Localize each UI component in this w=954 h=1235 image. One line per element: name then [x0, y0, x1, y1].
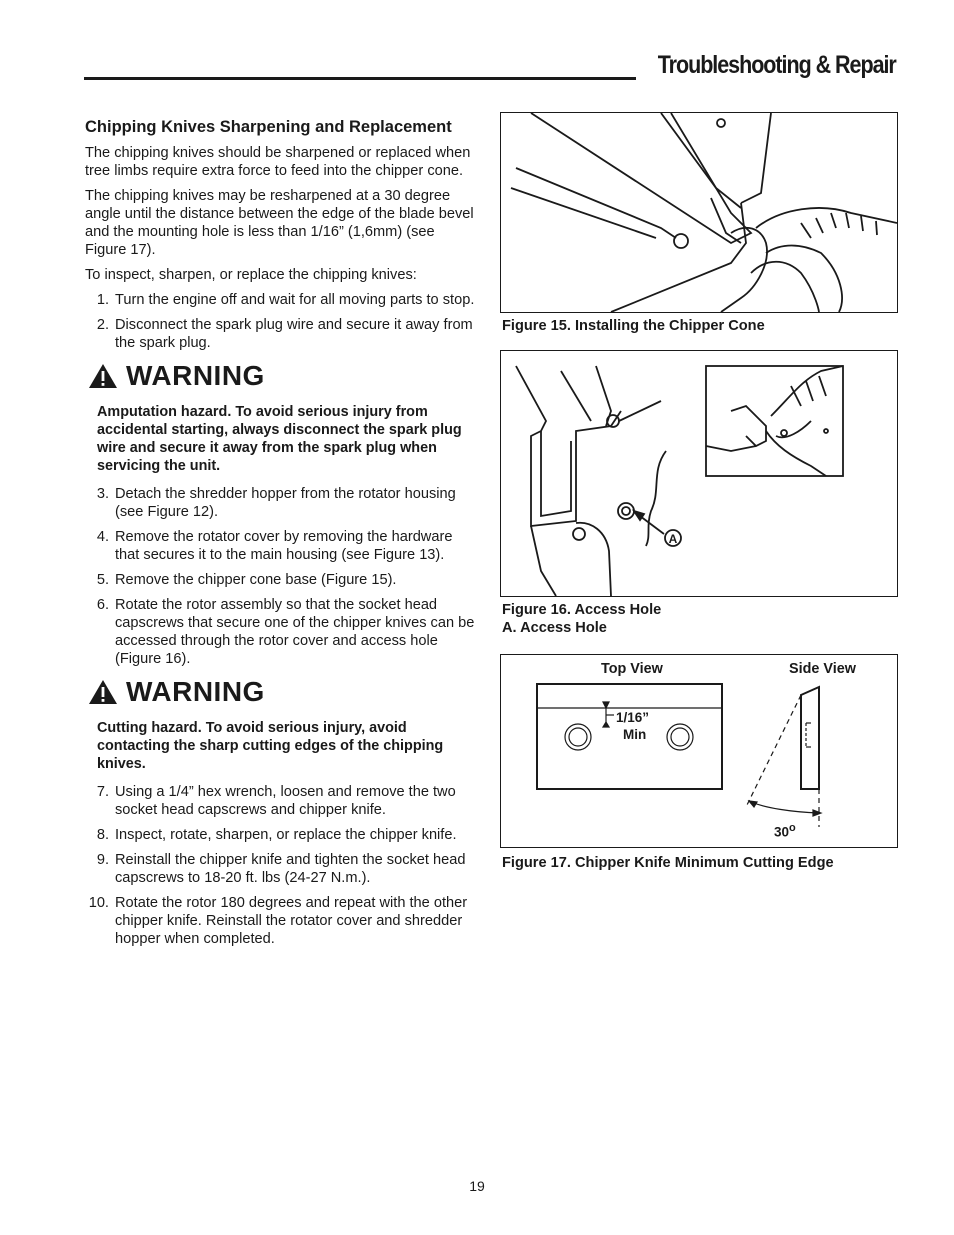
step-item — [85, 826, 480, 844]
step-item — [85, 596, 480, 668]
step-number: 5. — [96, 572, 109, 588]
step-item — [85, 894, 480, 948]
side-view-label: Side View — [789, 661, 856, 677]
step-text: Remove the chipper cone base (Figure 15). — [115, 572, 397, 588]
step-item — [85, 316, 480, 352]
warning-title: WARNING — [126, 360, 265, 391]
step-text: Reinstall the chipper knife and tighten the socket head capscrews to 18-20 ft. lbs (24-27 N.m.). — [115, 852, 466, 886]
step-number: 7. — [96, 784, 109, 800]
figure-16-caption: Figure 16. Access Hole — [502, 602, 662, 618]
angle-label — [774, 822, 796, 840]
warning-triangle-icon — [88, 362, 118, 390]
step-item — [85, 528, 480, 564]
step-item — [85, 783, 480, 819]
knife-side-view — [801, 687, 819, 789]
page-header-title: Troubleshooting & Repair — [657, 51, 896, 79]
left-column — [85, 116, 480, 955]
step-text: Rotate the rotor 180 degrees and repeat with the other chipper knife. Reinstall the rotator cover and shredder hopper when completed. — [115, 895, 468, 947]
figure-16-illustration — [500, 350, 898, 597]
paragraph: To inspect, sharpen, or replace the chipping knives: — [85, 267, 417, 283]
step-item — [85, 571, 480, 589]
step-text: Detach the shredder hopper from the rotator housing (see Figure 12). — [115, 486, 456, 520]
dimension-sub-label: Min — [623, 727, 647, 742]
warning-block — [85, 675, 480, 773]
warning-triangle-icon — [88, 678, 118, 706]
step-text: Turn the engine off and wait for all moving parts to stop. — [115, 292, 475, 308]
warning-header — [88, 359, 480, 393]
step-item — [85, 291, 480, 309]
access-hole-drawing — [501, 351, 897, 596]
angle-value: 30 — [774, 824, 790, 840]
step-item — [85, 485, 480, 521]
warning-text: Amputation hazard. To avoid serious injury from accidental starting, always disconnect the spark plug wire and secure it away from the spark plug when servicing the unit. — [97, 404, 462, 474]
figure-15-caption: Figure 15. Installing the Chipper Cone — [502, 318, 765, 334]
step-number: 9. — [96, 852, 109, 868]
degree-symbol: o — [789, 822, 796, 834]
step-number: 4. — [96, 529, 109, 545]
step-number: 2. — [96, 317, 109, 333]
step-text: Inspect, rotate, sharpen, or replace the chipper knife. — [115, 827, 457, 843]
knife-cutting-edge-drawing — [501, 655, 897, 847]
figure-17-illustration — [500, 654, 898, 848]
figure-16-legend: A. Access Hole — [502, 620, 607, 636]
step-number: 10. — [88, 895, 109, 911]
step-item — [85, 851, 480, 887]
step-number: 8. — [96, 827, 109, 843]
dimension-label: 1/16” — [616, 710, 650, 725]
warning-title: WARNING — [126, 676, 265, 707]
step-number: 6. — [96, 597, 109, 613]
step-number: 3. — [96, 486, 109, 502]
figure-15-illustration — [500, 112, 898, 313]
step-text: Using a 1/4” hex wrench, loosen and remove the two socket head capscrews and chipper knife. — [115, 784, 456, 818]
step-text: Remove the rotator cover by removing the hardware that secures it to the main housing (see Figure 13). — [115, 529, 453, 563]
section-title: Chipping Knives Sharpening and Replacement — [85, 118, 452, 136]
step-number: 1. — [96, 292, 109, 308]
top-view-label: Top View — [601, 661, 663, 677]
paragraph: The chipping knives may be resharpened at a 30 degree angle until the distance between the edge of the blade bevel and the mounting hole is less than 1/16” (1,6mm) (see Figure 17). — [85, 188, 474, 258]
step-text: Rotate the rotor assembly so that the socket head capscrews that secure one of the chipper knives can be accessed through the rotor cover and access hole (Figure 16). — [115, 597, 475, 667]
warning-text: Cutting hazard. To avoid serious injury, avoid contacting the sharp cutting edges of the chipping knives. — [97, 720, 444, 772]
warning-header — [88, 675, 480, 709]
paragraph: The chipping knives should be sharpened or replaced when tree limbs require extra force to feed into the chipper cone. — [85, 145, 471, 179]
callout-a-label: A — [668, 532, 678, 546]
figure-17-caption: Figure 17. Chipper Knife Minimum Cutting Edge — [502, 855, 834, 871]
chipper-cone-drawing — [501, 113, 897, 312]
header-rule — [84, 77, 636, 80]
step-text: Disconnect the spark plug wire and secure it away from the spark plug. — [115, 317, 473, 351]
warning-block — [85, 359, 480, 475]
page-number: 19 — [469, 1178, 485, 1194]
